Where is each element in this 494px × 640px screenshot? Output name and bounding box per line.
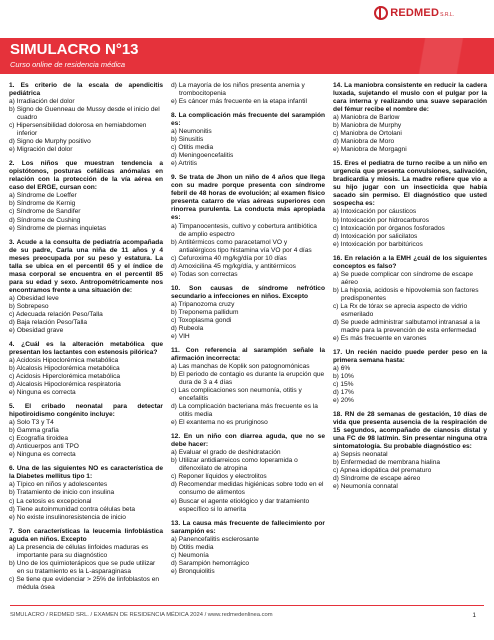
question-block — [9, 341, 163, 397]
answer-option: c) Neumonía — [171, 551, 209, 559]
answer-option: b) Sinusitis — [171, 136, 204, 144]
answer-option: a) Las manchas de Koplik son patognomónicas — [171, 363, 310, 370]
answer-option: a) Irradiación del dolor — [9, 98, 75, 106]
answer-option: d) La complicación bacteriana más frecuente es la otitis media — [171, 403, 318, 419]
answer-option: c) Síndrome de Sandifer — [9, 208, 81, 216]
question-block — [9, 160, 163, 232]
question-text: 5. El cribado neonatal para detectar hipotiroidismo congénito incluye: — [9, 403, 163, 419]
question-text: 9. Se trata de Jhon un niño de 4 años que llega con su madre porque presenta con síndrome febril de 48 horas de evolución; al examen físico presenta catarro de vías aéreas superiores con rinorrea purulenta. La conducta más apropiada es: — [171, 174, 325, 222]
answer-option: e) Buscar el agente etiológico y dar tratamiento específico si lo amerita — [171, 497, 310, 513]
question-block — [9, 239, 163, 335]
answer-option: d) Intoxicación por salicilatos — [333, 232, 418, 240]
answer-option: d) Tiene autoinmunidad contra células beta — [9, 505, 136, 513]
answer-option: c) Las complicaciones son neumonía, otitis y encefalitis — [171, 387, 302, 403]
answer-option: b) Intoxicación por hidrocarburos — [333, 216, 430, 224]
answer-option: d) Síndrome de Cushing — [9, 216, 81, 224]
question-block — [171, 285, 325, 341]
answer-option: b) Síndrome de Kernig — [9, 200, 76, 208]
page-subtitle: Curso online de residencia médica — [10, 60, 126, 69]
answer-option: d) Meningoencefalitis — [171, 152, 234, 160]
question-text: 3. Acude a la consulta de pediatría acompañada de su padre, Carla una niña de 11 años y 4 meses preocupada por su peso y estatura. La talla se ubica en el percentil 65 y el índice de masa corporal se encuentra en el percentil 85 para su edad y sexo. Antropométricamente nos encontramos frente a una situación de: — [9, 238, 163, 294]
answer-option: a) Intoxicación por cáusticos — [333, 208, 417, 216]
question-text: 17. Un recién nacido puede perder peso en la primera semana hasta: — [333, 348, 487, 364]
question-block — [171, 347, 325, 427]
answer-option: e) Es cáncer más frecuente en la etapa infantil — [171, 98, 307, 106]
answer-option: d) Alcalosis Hipoclorémica respiratoria — [9, 381, 121, 389]
answer-option: e) Neumonía connatal — [333, 483, 398, 491]
answer-option: a) Neumonitis — [171, 128, 212, 136]
question-block — [333, 82, 487, 154]
answer-option: a) Obesidad leve — [9, 294, 59, 302]
answer-option: d) Recomendar medidas higiénicas sobre todo en el consumo de alimentos — [171, 481, 324, 497]
answer-option: d) Baja relación Peso/Talla — [9, 318, 88, 326]
answer-option: b) Tratamiento de inicio con insulina — [9, 489, 115, 497]
answer-option: a) Típico en niños y adolescentes — [9, 481, 108, 489]
answer-option: c) 15% — [333, 381, 354, 389]
answer-option: c) Maniobra de Ortolani — [333, 130, 402, 138]
answer-option: e) Migración del dolor — [9, 146, 73, 154]
answer-option: b) Signo de Guenneau de Mussy desde el inicio del cuadro — [9, 106, 160, 122]
answer-option: e) Obesidad grave — [9, 326, 64, 334]
answer-option: b) Alcalosis Hipoclorémica metabólica — [9, 365, 120, 373]
answer-option: b) 10% — [333, 373, 354, 381]
redmed-logo-icon — [374, 6, 388, 20]
answer-option: a) Tripanozoma cruzy — [171, 300, 235, 308]
answer-option: b) El periodo de contagio es durante la erupción que dura de 3 a 4 días — [171, 371, 325, 387]
answer-option: b) La hipoxia, acidosis e hipovolemia son factores predisponentes — [333, 286, 479, 302]
answer-option: b) Uno de los quimioterápicos que se pude utilizar en su tratamiento es la L-asparaginasa — [9, 559, 156, 575]
answer-option: d) 17% — [333, 389, 354, 397]
answer-option: c) Toxoplasma gondi — [171, 316, 232, 324]
question-block — [333, 255, 487, 343]
question-text: 7. Son características la leucemia linfoblástica aguda en niños. Excepto — [9, 527, 163, 543]
question-block — [9, 465, 163, 521]
answer-option: a) Panencefalitis esclerosante — [171, 535, 259, 543]
answer-option: c) Reponer líquidos y electrolitos — [171, 473, 267, 481]
answer-option: e) Ninguna es correcta — [9, 451, 76, 459]
answer-option: a) La presencia de células linfoides maduras es importante para su diagnóstico — [9, 543, 149, 559]
answer-option: e) Síndrome de piernas inquietas — [9, 224, 107, 232]
logo-suffix: S.R.L. — [440, 12, 454, 18]
answer-option: d) Anticuerpos anti TPO — [9, 443, 79, 451]
answer-option: a) Solo T3 y T4 — [9, 419, 54, 427]
answer-option: a) Acidosis Hipoclorémica metabólica — [9, 357, 119, 364]
answer-option: a) Maniobra de Barlow — [333, 114, 400, 122]
question-text: 16. En relación a la EMH ¿cuál de los siguientes conceptos es falso? — [333, 254, 487, 270]
answer-option: a) Timpanocentesis, cultivo y cobertura antibiótica de amplio espectro — [171, 222, 317, 238]
footer-text: SIMULACRO / REDMED SRL. / EXAMEN DE RESIDENCIA MÉDICA 2024 / www.redmedenlinea.com — [10, 612, 273, 618]
page-number: 1 — [472, 612, 476, 619]
answer-option: e) No existe insulinoresistencia de inicio — [9, 513, 126, 521]
questions-columns — [9, 82, 487, 597]
answer-option: e) Artritis — [171, 160, 198, 168]
answer-option: c) La cetosis es excepcional — [9, 497, 92, 505]
answer-option: c) Otitis media — [171, 144, 214, 152]
answer-option: e) Es más frecuente en varones — [333, 334, 427, 342]
answer-option: e) El exantema no es pruriginoso — [171, 419, 268, 427]
question-block — [333, 411, 487, 491]
answer-option: d) Rubeola — [171, 324, 204, 332]
answer-option: e) Maniobra de Morgagni — [333, 146, 407, 154]
answer-option: a) Se puede complicar con síndrome de escape aéreo — [333, 270, 474, 286]
answer-option: b) Antitérmicos como paracetamol VO y antialérgicos tipo histamina vía VO por 4 días — [171, 238, 312, 254]
answer-option: e) Ninguna es correcta — [9, 389, 76, 397]
question-text: 15. Eres el pediatra de turno recibe a un niño en urgencia que presenta convulsiones, salivación, bradicardia y miosis. La madre refiere que vio a su hijo jugar con un insecticida que había sacado sin permiso. El diagnóstico que usted sospecha es: — [333, 160, 487, 208]
answer-option: c) Hipersensibilidad dolorosa en hemiabdomen inferior — [9, 122, 147, 138]
answer-option: d) Sarampión hemorrágico — [171, 559, 250, 567]
answer-option: a) 6% — [333, 365, 351, 373]
question-block — [171, 112, 325, 168]
question-text: 18. RN de 28 semanas de gestación, 10 días de vida que presenta ausencia de la respiración de 15 segundos, acompañado de cianosis distal y una FC de 98 lat/min. Sin presentar ninguna otra sintomatología. Su probable diagnóstico es: — [333, 411, 487, 451]
answer-option: c) Acidosis Hiperclorémica metabólica — [9, 373, 121, 381]
title-banner — [0, 38, 494, 74]
answer-option: c) Adecuada relación Peso/Talla — [9, 310, 103, 318]
answer-option: e) VIH — [171, 332, 190, 340]
question-text: 11. Con referencia al sarampión señale la afirmación incorrecta: — [171, 346, 325, 362]
answer-option: d) La mayoría de los niños presenta anemia y trombocitopenia — [171, 82, 305, 98]
question-block — [333, 349, 487, 405]
answer-option: a) Sepsis neonatal — [333, 451, 388, 459]
answer-option: e) Todas son correctas — [171, 270, 238, 278]
question-text: 12. En un niño con diarrea aguda, que no se debe hacer: — [171, 433, 325, 449]
answer-option: d) Amoxicilina 45 mg/kg/día, y antitérmicos — [171, 262, 296, 270]
answer-option: b) Sobrepeso — [9, 302, 49, 310]
question-text: 14. La maniobra consistente en reducir la cadera luxada, sujetando el muslo con el pulgar por la cara interna y realizando una suave separación del fémur recibe el nombre de: — [333, 82, 487, 114]
answer-option: c) Cefuroxima 40 mg/kg/día por 10 días — [171, 254, 287, 262]
question-text: 1. Es criterio de la escala de apendicitis pediátrica — [9, 82, 163, 98]
answer-option: d) Signo de Murphy positivo — [9, 138, 91, 146]
footer-divider — [10, 605, 484, 606]
question-text: 10. Son causas de síndrome nefrótico secundario a infecciones en niños. Excepto — [171, 284, 325, 300]
question-block — [9, 82, 163, 154]
answer-option: e) 20% — [333, 397, 354, 405]
answer-option: a) Evaluar el grado de deshidratación — [171, 449, 281, 457]
question-block — [171, 520, 325, 576]
answer-option: d) Maniobra de Moro — [333, 138, 395, 146]
answer-option: c) Apnea idiopática del prematuro — [333, 467, 432, 475]
answer-option: b) Enfermedad de membrana hialina — [333, 459, 441, 467]
answer-option: b) Otitis media — [171, 543, 214, 551]
logo-text: REDMED — [390, 7, 440, 19]
answer-option: e) Bronquiolitis — [171, 567, 215, 575]
answer-option: c) Intoxicación por órganos fosforados — [333, 224, 445, 232]
answer-option: e) Intoxicación por barbitúricos — [333, 240, 423, 248]
answer-option: c) Se tiene que evidenciar > 25% de linfoblastos en médula ósea — [9, 575, 160, 591]
answer-option: b) Treponema pallidum — [171, 308, 239, 316]
answer-option: c) La Rx de tórax se aprecia aspecto de vidrio esmerilado — [333, 302, 468, 318]
answer-option: a) Síndrome de Loeffer — [9, 192, 77, 200]
answer-option: c) Ecografía tiroidea — [9, 435, 69, 443]
question-block — [171, 433, 325, 513]
answer-option: d) Síndrome de escape aéreo — [333, 475, 421, 483]
page-title: SIMULACRO N°13 — [10, 41, 139, 58]
redmed-logo — [374, 6, 454, 20]
answer-option: b) Maniobra de Murphy — [333, 122, 402, 130]
answer-option: b) Utilizar antidiarreicos como loperamida o difenoxilato de atropina — [171, 457, 298, 473]
question-block — [333, 160, 487, 248]
question-text: 4. ¿Cuál es la alteración metabólica que presentan los lactantes con estenosis pilórica? — [9, 340, 163, 356]
question-block — [9, 403, 163, 459]
answer-option: d) Se puede administrar salbutamol intranasal a la madre para la prevención de esta enfermedad — [333, 318, 480, 334]
question-block — [171, 174, 325, 278]
question-text: 8. La complicación más frecuente del sarampión es: — [171, 112, 325, 128]
question-text: 2. Los niños que muestran tendencia a opistótonos, posturas cefálicas anómalas en relación con la protección de la vía aérea en caso del ERGE, cursan con: — [9, 160, 163, 192]
question-text: 13. La causa más frecuente de fallecimiento por sarampión es: — [171, 519, 325, 535]
answer-option: b) Gamma grafía — [9, 427, 59, 435]
question-text: 6. Una de las siguientes NO es característica de la Diabetes mellitus tipo 1: — [9, 465, 163, 481]
